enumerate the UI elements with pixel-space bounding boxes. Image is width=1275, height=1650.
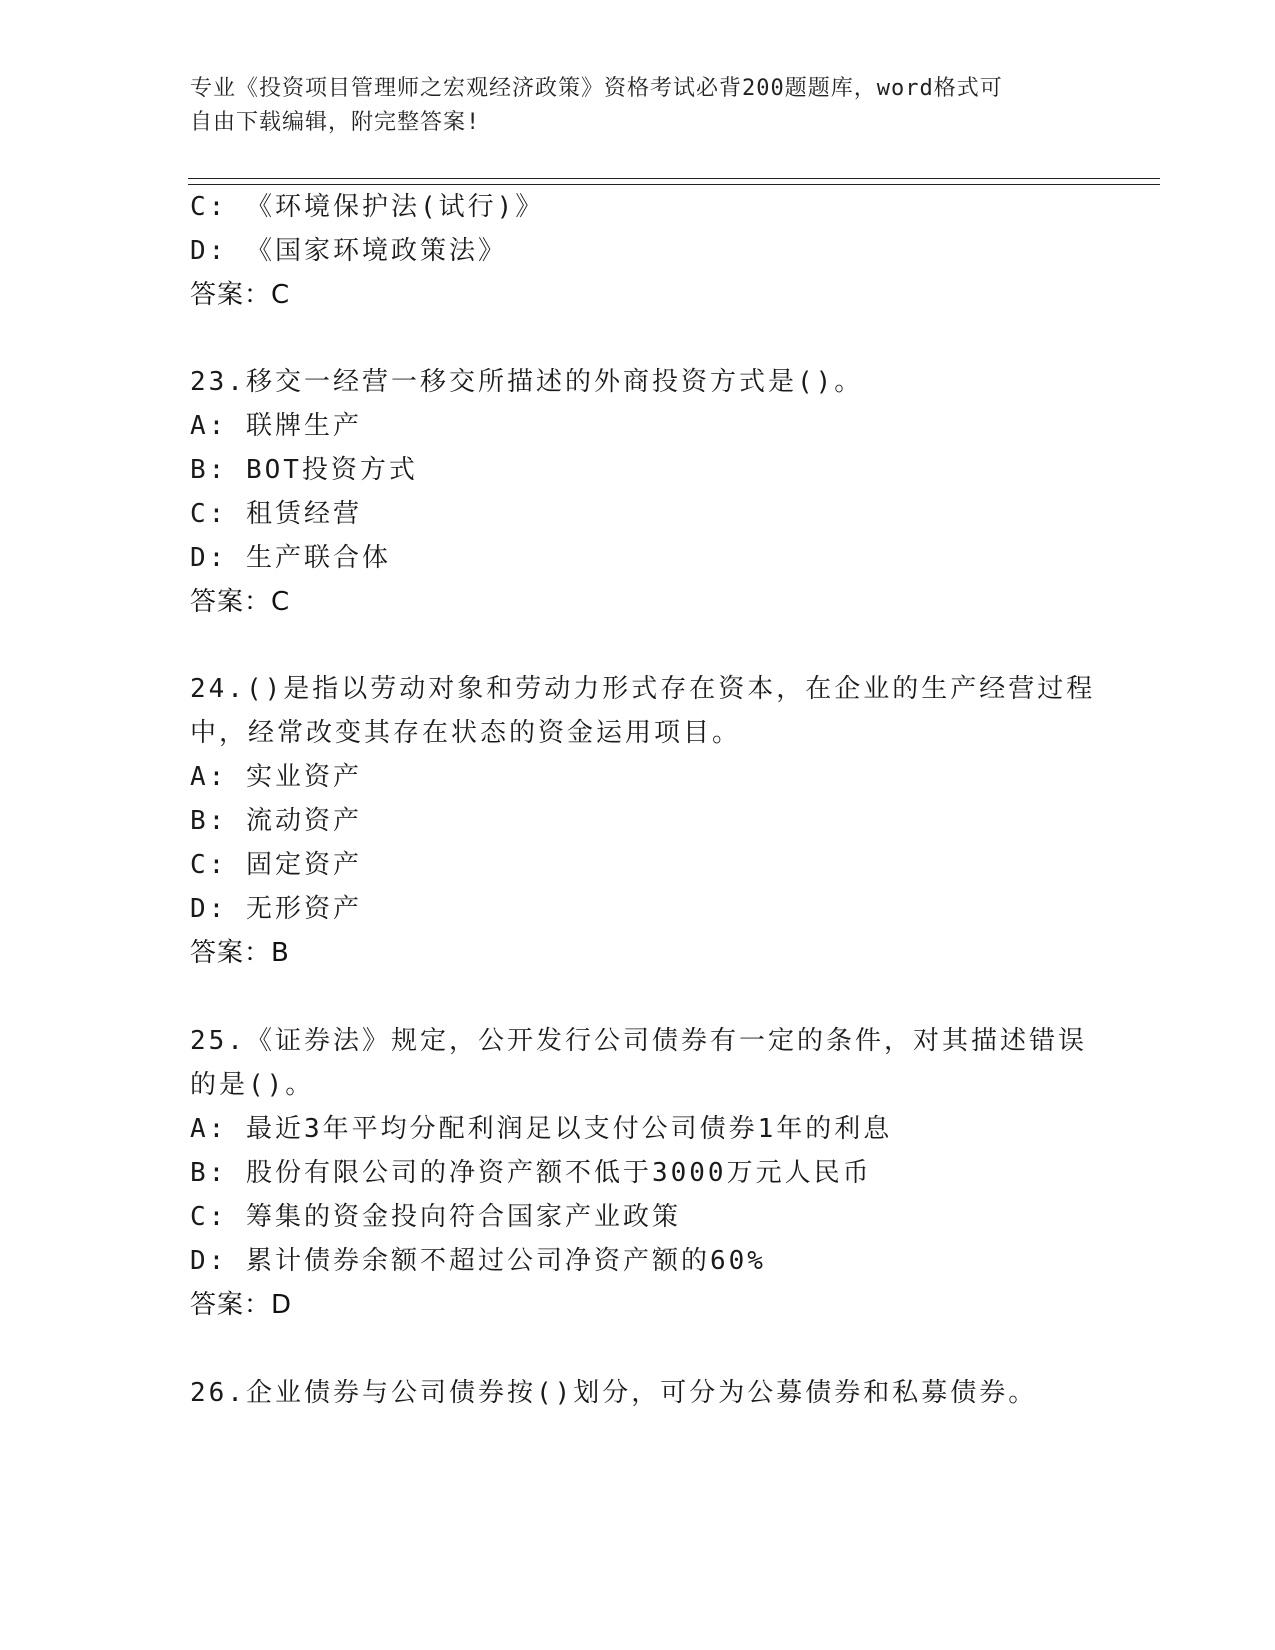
- q23-option-b: B: BOT投资方式: [190, 455, 418, 485]
- q25-option-c: C: 筹集的资金投向符合国家产业政策: [190, 1202, 681, 1232]
- q22-answer: 答案：C: [190, 280, 291, 310]
- q26-question: 26.企业债券与公司债券按()划分，可分为公募债券和私募债券。: [190, 1378, 1038, 1408]
- document-header: [190, 72, 1080, 140]
- q25-question-line-2: 的是()。: [190, 1070, 315, 1100]
- q23-option-a: A: 联牌生产: [190, 411, 362, 441]
- q23-answer: 答案：C: [190, 587, 291, 617]
- q24-question-line-2: 中，经常改变其存在状态的资金运用项目。: [190, 718, 742, 748]
- header-line-2: 自由下载编辑，附完整答案!: [190, 110, 481, 135]
- q22-option-d: D: 《国家环境政策法》: [190, 236, 507, 266]
- q24-answer: 答案：B: [190, 938, 290, 968]
- q25-option-a: A: 最近3年平均分配利润足以支付公司债券1年的利息: [190, 1114, 893, 1144]
- q24-option-d: D: 无形资产: [190, 894, 362, 924]
- q24-option-a: A: 实业资产: [190, 762, 362, 792]
- q25-option-d: D: 累计债券余额不超过公司净资产额的60%: [190, 1246, 766, 1276]
- q23-question: 23.移交一经营一移交所描述的外商投资方式是()。: [190, 367, 864, 397]
- header-rule-top: [188, 178, 1160, 179]
- q25-answer: 答案：D: [190, 1290, 293, 1320]
- q24-option-b: B: 流动资产: [190, 806, 362, 836]
- q25-question-line-1: 25.《证券法》规定，公开发行公司债券有一定的条件，对其描述错误: [190, 1026, 1087, 1056]
- q24-option-c: C: 固定资产: [190, 850, 362, 880]
- header-line-1: 专业《投资项目管理师之宏观经济政策》资格考试必背200题题库，word格式可: [190, 76, 1003, 101]
- q23-option-c: C: 租赁经营: [190, 499, 362, 529]
- q22-option-c: C: 《环境保护法(试行)》: [190, 192, 545, 222]
- q23-option-d: D: 生产联合体: [190, 543, 391, 573]
- header-rule-bottom: [188, 184, 1160, 185]
- q25-option-b: B: 股份有限公司的净资产额不低于3000万元人民币: [190, 1158, 872, 1188]
- q24-question-line-1: 24.()是指以劳动对象和劳动力形式存在资本，在企业的生产经营过程: [190, 674, 1096, 704]
